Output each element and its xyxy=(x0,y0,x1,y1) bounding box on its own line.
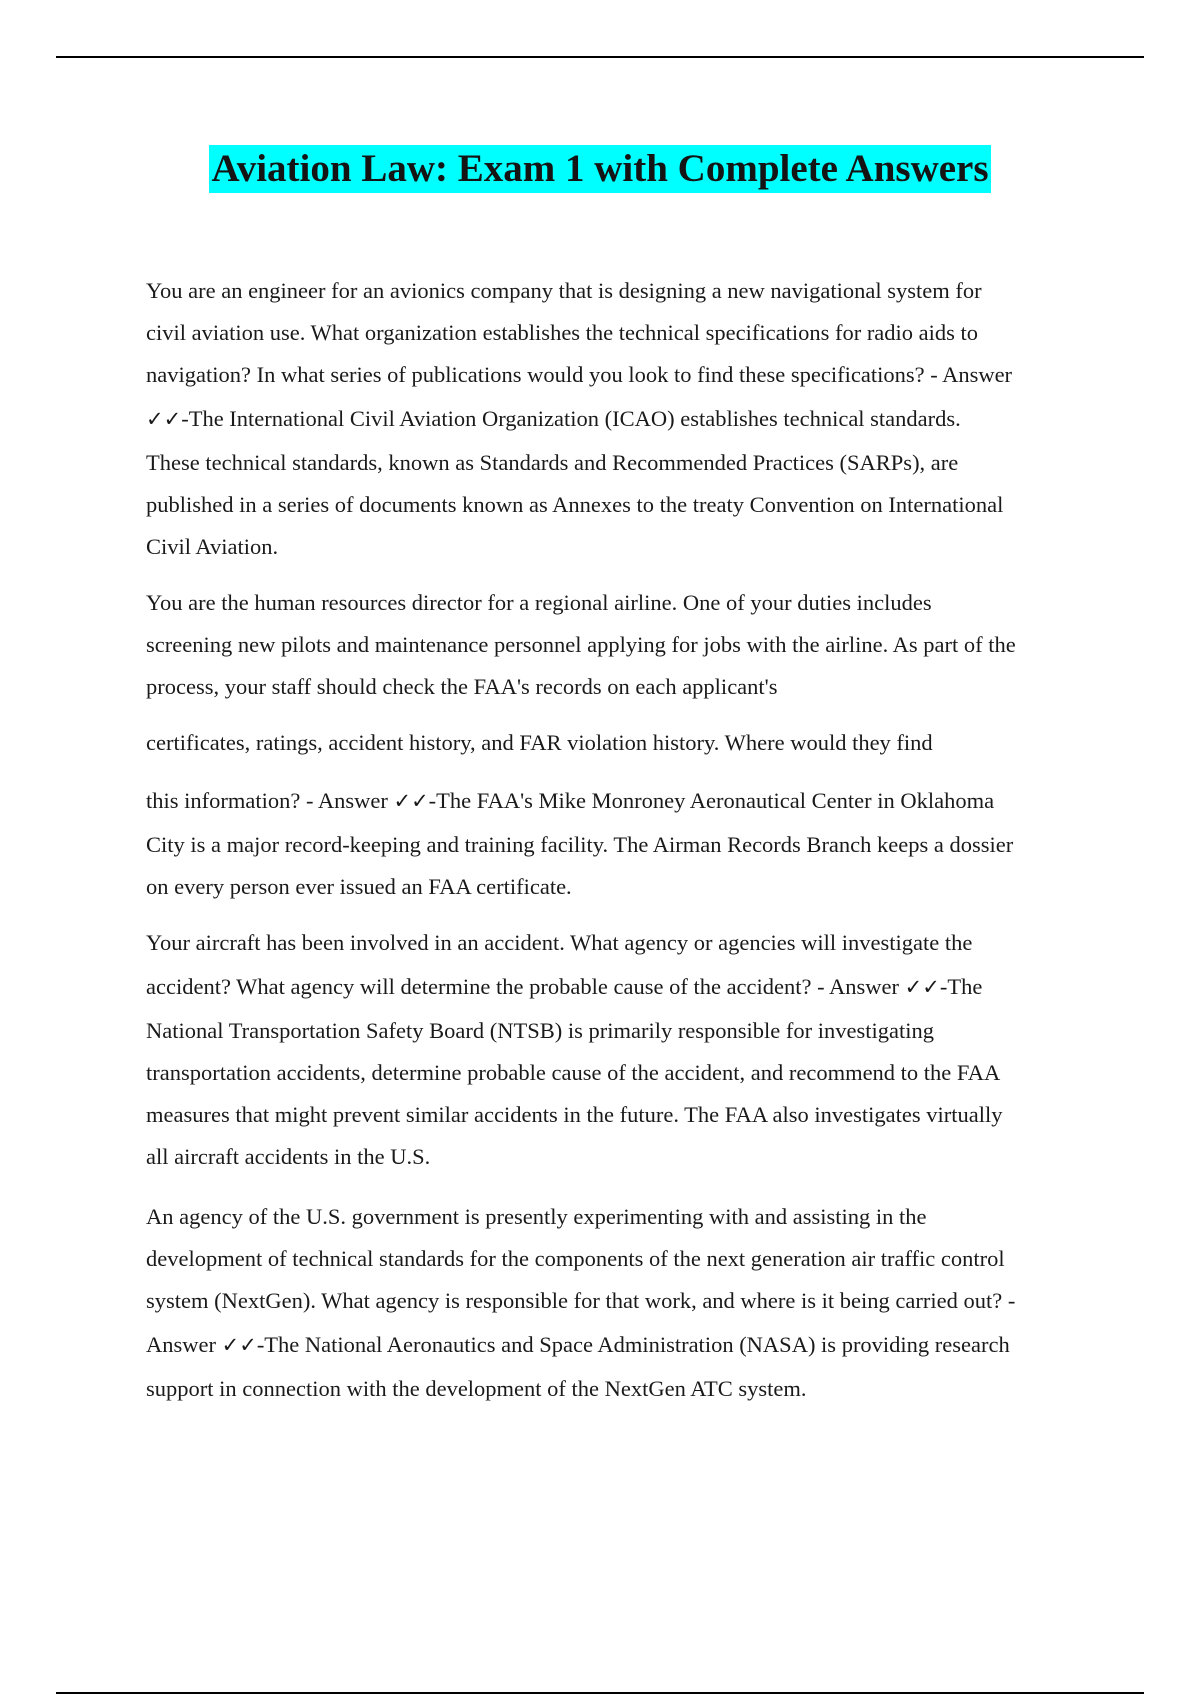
text-line: certificates, ratings, accident history, and FAR violation history. Where would they find xyxy=(146,730,933,755)
qa-paragraph-2 xyxy=(146,582,1086,908)
text-line: Your aircraft has been involved in an accident. What agency or agencies will investigate the xyxy=(146,930,973,955)
text-line: navigation? In what series of publications would you look to find these specifications? - Answer xyxy=(146,362,1013,387)
text-line: measures that might prevent similar accidents in the future. The FAA also investigates virtually xyxy=(146,1102,1003,1127)
answer-line xyxy=(146,1322,1086,1368)
answer-text: -The National Aeronautics and Space Administration (NASA) is providing research xyxy=(256,1332,1010,1357)
text-line: Civil Aviation. xyxy=(146,534,279,559)
text-line: You are the human resources director for a regional airline. One of your duties includes xyxy=(146,590,932,615)
question-tail: this information? - Answer xyxy=(146,788,394,813)
text-line: support in connection with the development of the NextGen ATC system. xyxy=(146,1376,807,1401)
document-title: Aviation Law: Exam 1 with Complete Answers xyxy=(209,145,990,193)
text-line: National Transportation Safety Board (NTSB) is primarily responsible for investigating xyxy=(146,1018,935,1043)
text-line: You are an engineer for an avionics company that is designing a new navigational system for xyxy=(146,278,982,303)
text-line: published in a series of documents known as Annexes to the treaty Convention on International xyxy=(146,492,1004,517)
text-line: City is a major record-keeping and training facility. The Airman Records Branch keeps a dossier xyxy=(146,832,1014,857)
double-check-icon: ✓✓ xyxy=(221,1333,257,1357)
answer-line xyxy=(146,778,1086,824)
text-line: civil aviation use. What organization establishes the technical specifications for radio aids to xyxy=(146,320,979,345)
text-line: all aircraft accidents in the U.S. xyxy=(146,1144,431,1169)
top-rule xyxy=(56,56,1144,58)
double-check-icon: ✓✓ xyxy=(393,789,429,813)
qa-paragraph-4 xyxy=(146,1196,1086,1410)
text-line: transportation accidents, determine probable cause of the accident, and recommend to the FAA xyxy=(146,1060,1001,1085)
double-check-icon: ✓✓ xyxy=(904,975,940,999)
answer-line xyxy=(146,964,1086,1010)
text-line: These technical standards, known as Standards and Recommended Practices (SARPs), are xyxy=(146,450,959,475)
answer-line xyxy=(146,396,1086,442)
double-check-icon: ✓✓ xyxy=(146,407,182,431)
text-line: development of technical standards for the components of the next generation air traffic control xyxy=(146,1246,1005,1271)
question-tail: accident? What agency will determine the probable cause of the accident? - Answer xyxy=(146,974,905,999)
title-block xyxy=(0,145,1200,193)
bottom-rule xyxy=(56,1692,1144,1694)
text-line: screening new pilots and maintenance personnel applying for jobs with the airline. As part of the xyxy=(146,632,1016,657)
answer-text: -The International Civil Aviation Organization (ICAO) establishes technical standards. xyxy=(181,406,961,431)
document-body xyxy=(146,270,1086,1410)
text-line: system (NextGen). What agency is responsible for that work, and where is it being carried out? - xyxy=(146,1288,1016,1313)
answer-text: -The xyxy=(939,974,983,999)
text-line: process, your staff should check the FAA's records on each applicant's xyxy=(146,674,778,699)
question-tail: Answer xyxy=(146,1332,222,1357)
text-line: An agency of the U.S. government is presently experimenting with and assisting in the xyxy=(146,1204,927,1229)
qa-paragraph-1 xyxy=(146,270,1086,568)
answer-text: -The FAA's Mike Monroney Aeronautical Center in Oklahoma xyxy=(428,788,995,813)
text-line: on every person ever issued an FAA certificate. xyxy=(146,874,572,899)
qa-paragraph-3 xyxy=(146,922,1086,1178)
